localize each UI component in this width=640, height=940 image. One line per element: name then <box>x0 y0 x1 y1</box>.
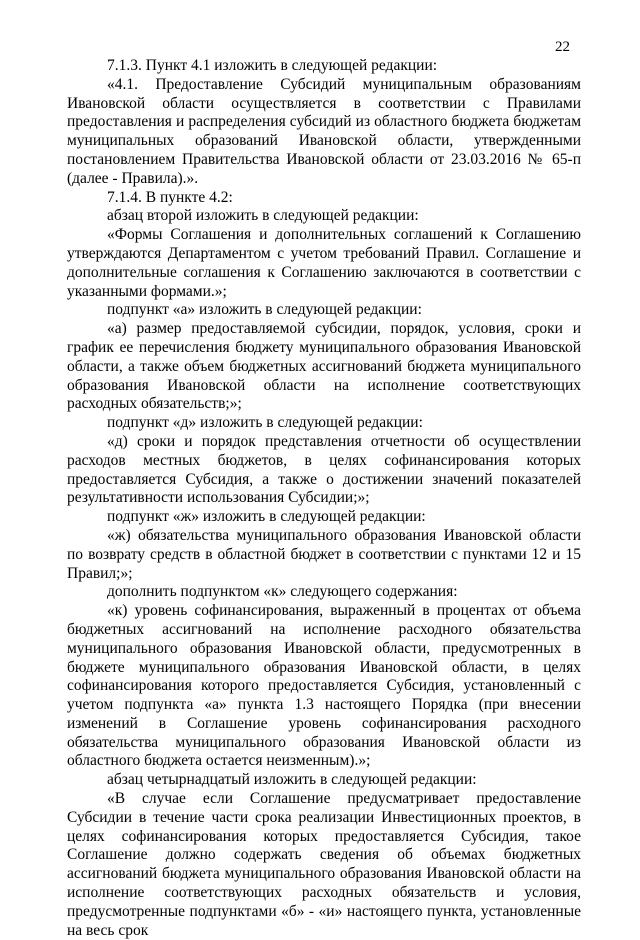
paragraph-instruction: абзац четырнадцатый изложить в следующей редакции: <box>107 771 477 789</box>
paragraph-instruction: абзац второй изложить в следующей редакции: <box>107 207 419 225</box>
paragraph-instruction: подпункт «ж» изложить в следующей редакции: <box>107 508 426 526</box>
page-number: 22 <box>555 39 570 55</box>
paragraph-instruction: подпункт «а» изложить в следующей редакции: <box>107 301 422 319</box>
document-body <box>67 57 581 940</box>
paragraph-7-1-4-heading: 7.1.4. В пункте 4.2: <box>107 188 233 206</box>
paragraph-quote: «В случае если Соглашение предусматривает предоставление Субсидии в течение части срока реализации Инвестиционных проектов, в целях софинансирования которых предоставляется Субсидия, такое Соглашение должно содержать сведения об объемах бюджетных ассигнований бюджета муниципального образования Ивановской области на исполнение соответствующих расходных обязательств и условия, предусмотренные подпунктами «б» - «и» настоящего пункта, установленные на весь срок <box>67 790 581 939</box>
paragraph-quote: «ж) обязательства муниципального образования Ивановской области по возврату средств в областной бюджет в соответствии с пунктами 12 и 15 Правил;»; <box>67 526 581 582</box>
paragraph-instruction: подпункт «д» изложить в следующей редакции: <box>107 414 423 432</box>
paragraph-instruction: дополнить подпунктом «к» следующего содержания: <box>107 583 458 601</box>
paragraph-item-4-1: «4.1. Предоставление Субсидий муниципальным образованиям Ивановской области осуществляется в соответствии с Правилами предоставления и распределения субсидий из областного бюджета бюджетам муниципальных образований Ивановской области, утвержденными постановлением Правительства Ивановской области от 23.03.2016 № 65-п (далее - Правила).». <box>67 75 581 187</box>
paragraph-quote: «к) уровень софинансирования, выраженный в процентах от объема бюджетных ассигнований на исполнение расходного обязательства муниципального образования Ивановской области, предусмотренных в бюджете муниципального образования Ивановской области, в целях софинансирования которого предоставляется Субсидия, установленный с учетом подпункта «а» пункта 1.3 настоящего Порядка (при внесении изменений в Соглашение уровень софинансирования расходного обязательства муниципального образования Ивановской области из областного бюджета остается неизменным).»; <box>67 602 581 770</box>
paragraph-quote: «д) сроки и порядок представления отчетности об осуществлении расходов местных бюджетов, в целях софинансирования которых предоставляется Субсидия, а также о достижении значений показателей результативности использования Субсидии;»; <box>67 432 581 507</box>
paragraph-7-1-3-heading: 7.1.3. Пункт 4.1 изложить в следующей редакции: <box>107 57 438 74</box>
paragraph-quote: «а) размер предоставляемой субсидии, порядок, условия, сроки и график ее перечисления бюджету муниципального образования Ивановской области, а также объем бюджетных ассигнований бюджета муниципального образования Ивановской области на исполнение соответствующих расходных обязательств;»; <box>67 320 581 413</box>
paragraph-quote: «Формы Соглашения и дополнительных соглашений к Соглашению утверждаются Департаментом с учетом требований Правил. Соглашение и дополнительные соглашения к Соглашению заключаются в соответствии с указанными формами.»; <box>67 226 581 300</box>
